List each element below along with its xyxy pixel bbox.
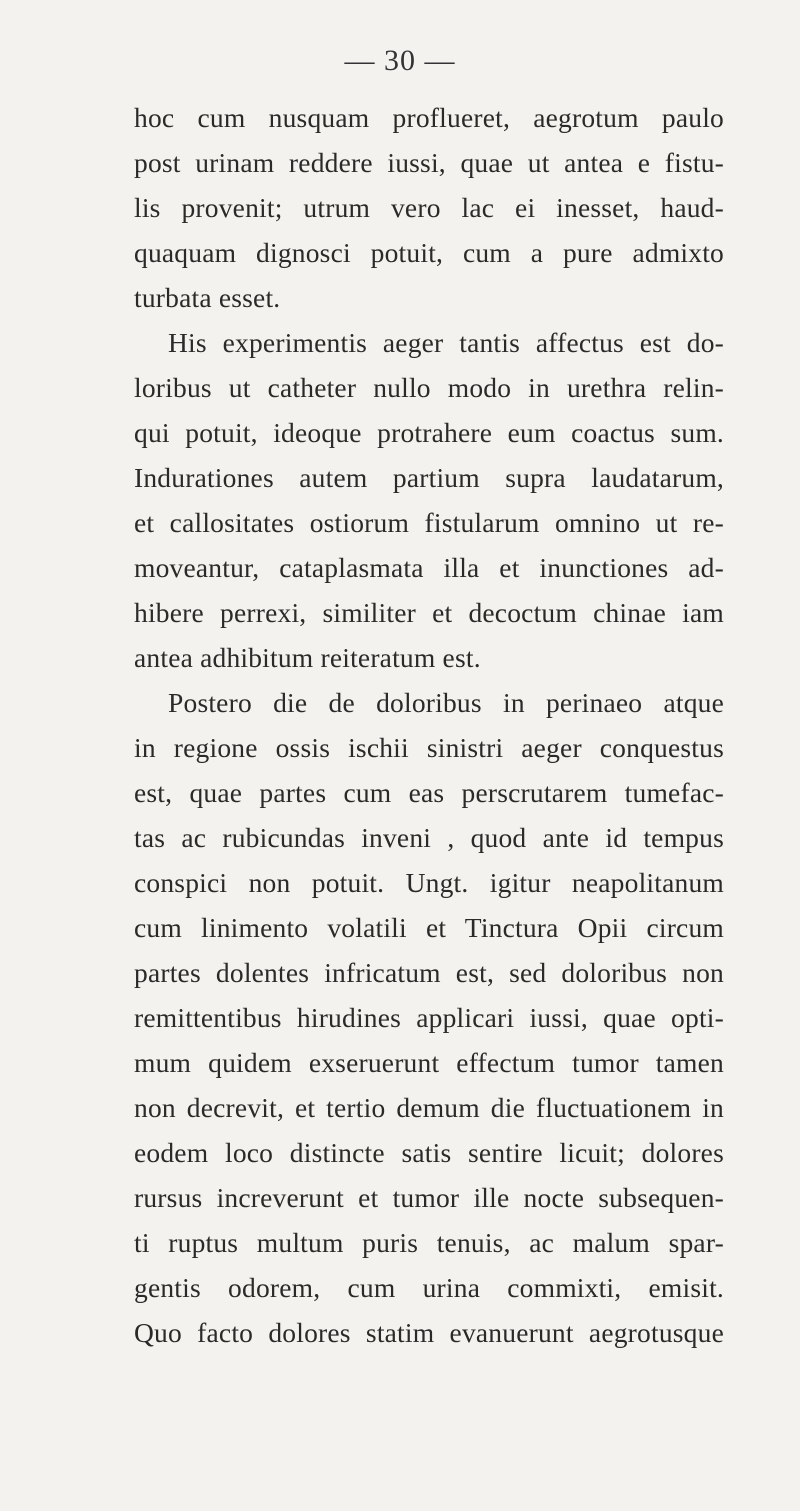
text-line: Indurationes autem partium supra laudatarum,: [134, 462, 724, 493]
text-line: moveantur, cataplasmata illa et inunctiones ad-: [134, 552, 724, 583]
text-line: est, quae partes cum eas perscrutarem tumefac-: [134, 777, 724, 808]
text-line: antea adhibitum reiteratum est.: [134, 642, 481, 673]
text-line: Quo facto dolores statim evanuerunt aegrotusque: [134, 1317, 724, 1348]
text-line: mum quidem exseruerunt effectum tumor tamen: [134, 1047, 724, 1078]
text-line: post urinam reddere iussi, quae ut antea e fistu-: [134, 147, 724, 178]
text-line: eodem loco distincte satis sentire licuit; dolores: [134, 1137, 724, 1168]
text-line: rursus increverunt et tumor ille nocte subsequen-: [134, 1182, 724, 1213]
text-line: quaquam dignosci potuit, cum a pure admixto: [134, 237, 724, 268]
text-line: ti ruptus multum puris tenuis, ac malum spar-: [134, 1227, 724, 1258]
text-line: et callositates ostiorum fistularum omnino ut re-: [134, 507, 724, 538]
text-line: loribus ut catheter nullo modo in urethra relin-: [134, 372, 724, 403]
text-line: conspici non potuit. Ungt. igitur neapolitanum: [134, 867, 724, 898]
text-line: His experimentis aeger tantis affectus est do-: [168, 327, 724, 358]
text-line: qui potuit, ideoque protrahere eum coactus sum.: [134, 417, 724, 448]
text-line: turbata esset.: [134, 282, 281, 313]
text-line: hoc cum nusquam proflueret, aegrotum paulo: [134, 102, 724, 133]
text-line: partes dolentes infricatum est, sed doloribus non: [134, 957, 724, 988]
text-line: tas ac rubicundas inveni , quod ante id tempus: [134, 822, 724, 853]
text-line: remittentibus hirudines applicari iussi, quae opti-: [134, 1002, 724, 1033]
text-line: non decrevit, et tertio demum die fluctuationem in: [134, 1092, 724, 1123]
text-line: lis provenit; utrum vero lac ei inesset, haud-: [134, 192, 724, 223]
text-line: in regione ossis ischii sinistri aeger conquestus: [134, 732, 724, 763]
text-line: hibere perrexi, similiter et decoctum chinae iam: [134, 597, 724, 628]
body-text: [134, 95, 724, 1355]
text-line: Postero die de doloribus in perinaeo atque: [168, 687, 724, 718]
text-line: gentis odorem, cum urina commixti, emisit.: [134, 1272, 724, 1303]
page-number: — 30 —: [344, 44, 456, 77]
text-line: cum linimento volatili et Tinctura Opii circum: [134, 912, 724, 943]
